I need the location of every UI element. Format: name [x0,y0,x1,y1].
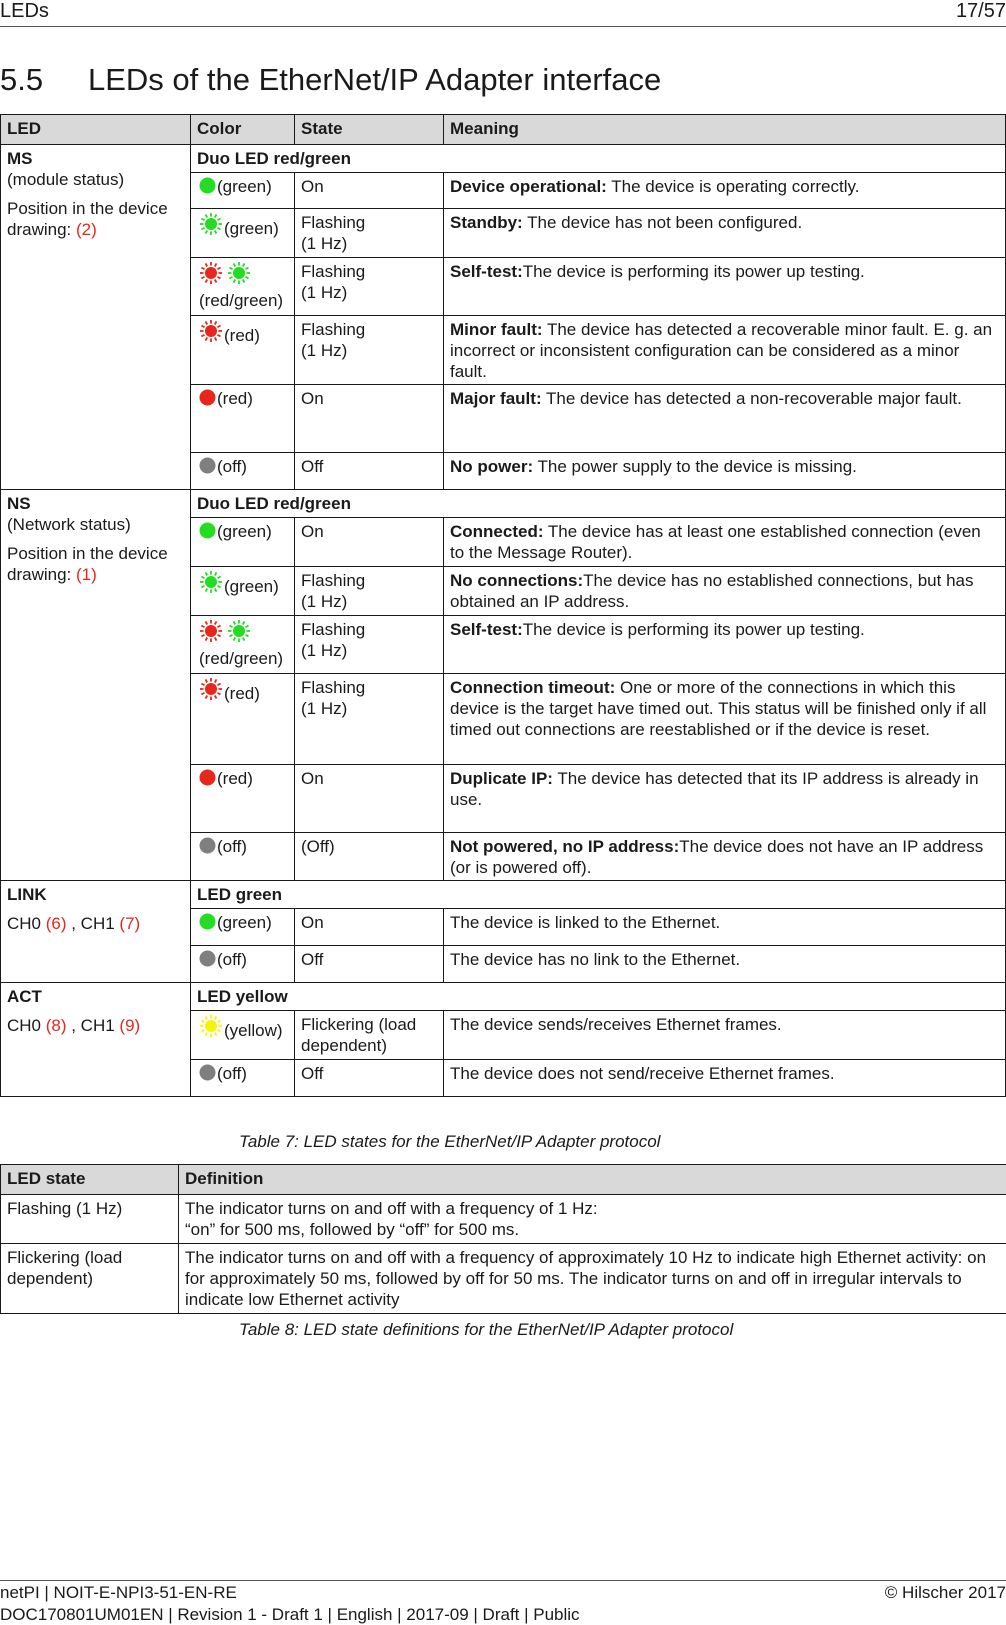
off-led-icon [199,837,216,854]
meaning-text: The device sends/receives Ethernet frames. [450,1015,782,1034]
led-indicator-icon [199,212,223,241]
color-label: (off) [217,950,247,969]
chapter-title: LEDs [0,0,49,22]
footer-revision: DOC170801UM01EN | Revision 1 - Draft 1 | English | 2017-09 | Draft | Public [0,1605,580,1624]
state-text: On [301,769,324,788]
meaning-text: The device has no link to the Ethernet. [450,950,741,969]
meaning-cell [444,385,1006,453]
led-table-body [1,145,1006,1097]
group-title: Duo LED red/green [191,490,1006,518]
meaning-text: The device is performing its power up testing. [522,262,865,281]
color-label: (red) [224,684,260,703]
state-cell [295,316,444,385]
led-states-table [0,114,1006,1097]
channel-label: CH0 [7,914,46,933]
state-cell [295,1011,444,1060]
meaning-cell [444,173,1006,209]
color-label: (green) [217,913,272,932]
state-cell [295,567,444,616]
led-position [7,913,184,934]
footer-doc-id: netPI | NOIT-E-NPI3-51-EN-RE [0,1583,237,1602]
led-indicator-icon [199,389,216,411]
state-cell [295,946,444,983]
meaning-cell [444,909,1006,946]
state-cell [295,833,444,881]
led-description: (module status) [7,170,125,189]
color-cell [191,258,295,316]
state-text: (1 Hz) [301,592,348,611]
section-title: LEDs of the EtherNet/IP Adapter interface [88,62,662,97]
meaning-cell [444,518,1006,567]
state-text: Flashing [301,678,366,697]
state-text: Flashing [301,571,366,590]
meaning-keyword: No power: [450,457,534,476]
channel-label: , CH1 [66,1016,120,1035]
state-text: (Off) [301,837,335,856]
state-cell [295,453,444,490]
state-cell [295,518,444,567]
meaning-cell [444,765,1006,833]
channel-reference: (8) [45,1016,67,1035]
color-cell [191,616,295,674]
channel-reference: (6) [45,914,67,933]
table-header-row [1,115,1006,145]
meaning-cell [444,258,1006,316]
led-position [7,1015,184,1036]
state-cell [295,1060,444,1097]
state-cell [295,385,444,453]
green-led-icon [199,522,216,539]
led-position [7,543,184,585]
header-meaning: Meaning [444,115,1006,145]
meaning-cell [444,1060,1006,1097]
channel-reference: (7) [119,914,141,933]
off-led-icon [199,950,216,967]
meaning-keyword: Connection timeout: [450,678,616,697]
color-cell [191,1060,295,1097]
led-name-cell [1,881,191,983]
led-state-definitions-table [0,1164,1006,1314]
position-label: Position in the device drawing: [7,544,168,584]
meaning-cell [444,674,1006,765]
color-cell [191,385,295,453]
definition-line: The indicator turns on and off with a frequency of approximately 10 Hz to indicate high Ethernet activity: on for approximately 50 ms, followed by off for 50 ms. The indicator turns on and off in irregular intervals to indicate low Ethernet activity [185,1248,987,1309]
meaning-cell [444,1011,1006,1060]
state-cell [295,616,444,674]
state-text: Flashing [301,320,366,339]
color-cell [191,833,295,881]
header-color: Color [191,115,295,145]
led-indicator-icon [199,177,216,199]
red-flashing-led-icon [199,319,223,343]
color-label: (red) [224,326,260,345]
color-label: (green) [224,219,279,238]
meaning-text: One or more of the connections in which this device is the target have timed out. This status will be finished only if all timed out connections are reestablished or if the device is reset. [450,678,987,739]
group-title-row [1,145,1006,173]
led-description: (Network status) [7,515,131,534]
color-cell [191,765,295,833]
meaning-cell [444,833,1006,881]
color-cell [191,567,295,616]
meaning-keyword: Not powered, no IP address: [450,837,680,856]
meaning-cell [444,316,1006,385]
meaning-text: The device does not send/receive Ethernet frames. [450,1064,835,1083]
red-led-icon [199,389,216,406]
off-led-icon [199,1064,216,1081]
table-row [1,1195,1006,1244]
group-title-row [1,490,1006,518]
group-title: LED yellow [191,983,1006,1011]
channel-label: CH0 [7,1016,46,1035]
led-indicator-icon [199,1064,216,1086]
led-indicator-icon [199,950,216,972]
red-flashing-led-icon [199,619,223,643]
meaning-keyword: Minor fault: [450,320,543,339]
led-indicator-icon [199,769,216,791]
state-text: On [301,522,324,541]
definition-cell [179,1244,1006,1314]
section-heading [0,62,661,98]
green-led-icon [199,177,216,194]
meaning-keyword: Self-test: [450,262,523,281]
color-label: (yellow) [224,1021,283,1040]
table-7-caption: Table 7: LED states for the EtherNet/IP Adapter protocol [239,1132,661,1151]
state-text: Flashing [301,620,366,639]
led-indicator-icon [199,913,216,935]
position-label: Position in the device drawing: [7,199,168,239]
group-title: Duo LED red/green [191,145,1006,173]
meaning-text: The device has no established connections, but has obtained an IP address. [450,571,974,611]
header-state: State [295,115,444,145]
page-number: 17/57 [955,0,1006,22]
color-label: (red/green) [199,291,284,310]
state-cell [295,674,444,765]
led-indicator-icon [199,522,216,544]
state-text: Flashing [301,213,366,232]
led-name: NS [7,494,31,513]
meaning-text: The device does not have an IP address (or is powered off). [450,837,984,877]
meaning-cell [444,209,1006,258]
color-label: (red/green) [199,649,284,668]
meaning-text: The device has not been configured. [522,213,803,232]
led-name-cell [1,983,191,1097]
section-number: 5.5 [0,62,44,97]
meaning-text: The device is linked to the Ethernet. [450,913,721,932]
footer-copyright: © Hilscher 2017 [884,1583,1006,1602]
yellow-flashing-led-icon [199,1014,223,1038]
color-cell [191,909,295,946]
red-flashing-led-icon [199,677,223,701]
led-name-cell [1,490,191,881]
color-label: (off) [217,1064,247,1083]
green-flashing-led-icon [199,212,223,236]
page-header [0,0,1006,27]
color-cell [191,946,295,983]
led-state-cell: Flickering (load dependent) [1,1244,179,1314]
color-cell [191,173,295,209]
meaning-keyword: Major fault: [450,389,542,408]
definition-line: “on” for 500 ms, followed by “off” for 500 ms. [185,1220,520,1239]
state-text: On [301,389,324,408]
green-led-icon [199,913,216,930]
led-indicator-icon [199,837,216,859]
meaning-text: The device is operating correctly. [606,177,860,196]
table-row [1,1244,1006,1314]
state-text: (1 Hz) [301,234,348,253]
color-label: (green) [224,577,279,596]
group-title-row [1,881,1006,909]
meaning-text: The device is performing its power up testing. [522,620,865,639]
state-cell [295,173,444,209]
state-text: (1 Hz) [301,283,348,302]
header-led: LED [1,115,191,145]
red-led-icon [199,769,216,786]
state-text: Off [301,1064,324,1083]
green-flashing-led-icon [199,570,223,594]
definition-line: The indicator turns on and off with a frequency of 1 Hz: [185,1199,598,1218]
meaning-cell [444,616,1006,674]
state-text: Flashing [301,262,366,281]
meaning-cell [444,567,1006,616]
header-led-state: LED state [1,1165,179,1195]
led-indicator-icon [199,1014,223,1043]
state-text: (1 Hz) [301,341,348,360]
meaning-text: The device has detected that its IP address is already in use. [450,769,979,809]
state-text: Off [301,457,324,476]
color-cell [191,453,295,490]
state-text: Off [301,950,324,969]
meaning-cell [444,946,1006,983]
meaning-text: The device has at least one established connection (even to the Message Router). [450,522,981,562]
meaning-keyword: Duplicate IP: [450,769,553,788]
channel-reference: (9) [119,1016,141,1035]
definition-cell [179,1195,1006,1244]
page-footer [0,1580,1006,1624]
state-text: On [301,177,324,196]
meaning-keyword: Self-test: [450,620,523,639]
meaning-cell [444,453,1006,490]
led-indicator-icon [199,677,223,706]
led-indicator-icon [199,570,223,599]
state-cell [295,909,444,946]
position-reference: (1) [75,565,97,584]
header-definition: Definition [179,1165,1006,1195]
color-cell [191,1011,295,1060]
color-cell [191,518,295,567]
led-indicator-icon [199,319,223,348]
group-title: LED green [191,881,1006,909]
led-name-cell [1,145,191,490]
table-8-caption: Table 8: LED state definitions for the EtherNet/IP Adapter protocol [239,1320,734,1339]
state-text: (1 Hz) [301,641,348,660]
led-indicator-icon [199,261,251,290]
off-led-icon [199,457,216,474]
led-name: LINK [7,885,47,904]
channel-label: , CH1 [66,914,120,933]
color-label: (red) [217,769,253,788]
led-state-cell: Flashing (1 Hz) [1,1195,179,1244]
state-cell [295,765,444,833]
state-text: On [301,913,324,932]
color-cell [191,316,295,385]
meaning-keyword: No connections: [450,571,584,590]
red-flashing-led-icon [199,261,223,285]
led-name: ACT [7,987,42,1006]
led-position [7,198,184,240]
group-title-row [1,983,1006,1011]
state-cell [295,209,444,258]
meaning-text: The device has detected a recoverable minor fault. E. g. an incorrect or inconsistent configuration can be considered as a minor fault. [450,320,993,381]
green-flashing-led-icon [227,261,251,285]
meaning-keyword: Device operational: [450,177,607,196]
color-label: (green) [217,177,272,196]
meaning-keyword: Connected: [450,522,544,541]
position-reference: (2) [75,220,97,239]
meaning-text: The device has detected a non-recoverable major fault. [541,389,962,408]
meaning-text: The power supply to the device is missing. [533,457,857,476]
meaning-keyword: Standby: [450,213,523,232]
color-label: (off) [217,837,247,856]
led-indicator-icon [199,619,251,648]
led-name: MS [7,149,33,168]
color-cell [191,674,295,765]
state-text: Flickering (load dependent) [301,1015,417,1055]
color-label: (green) [217,522,272,541]
color-label: (off) [217,457,247,476]
state-cell [295,258,444,316]
green-flashing-led-icon [227,619,251,643]
state-text: (1 Hz) [301,699,348,718]
color-label: (red) [217,389,253,408]
table-header-row [1,1165,1006,1195]
led-indicator-icon [199,457,216,479]
color-cell [191,209,295,258]
